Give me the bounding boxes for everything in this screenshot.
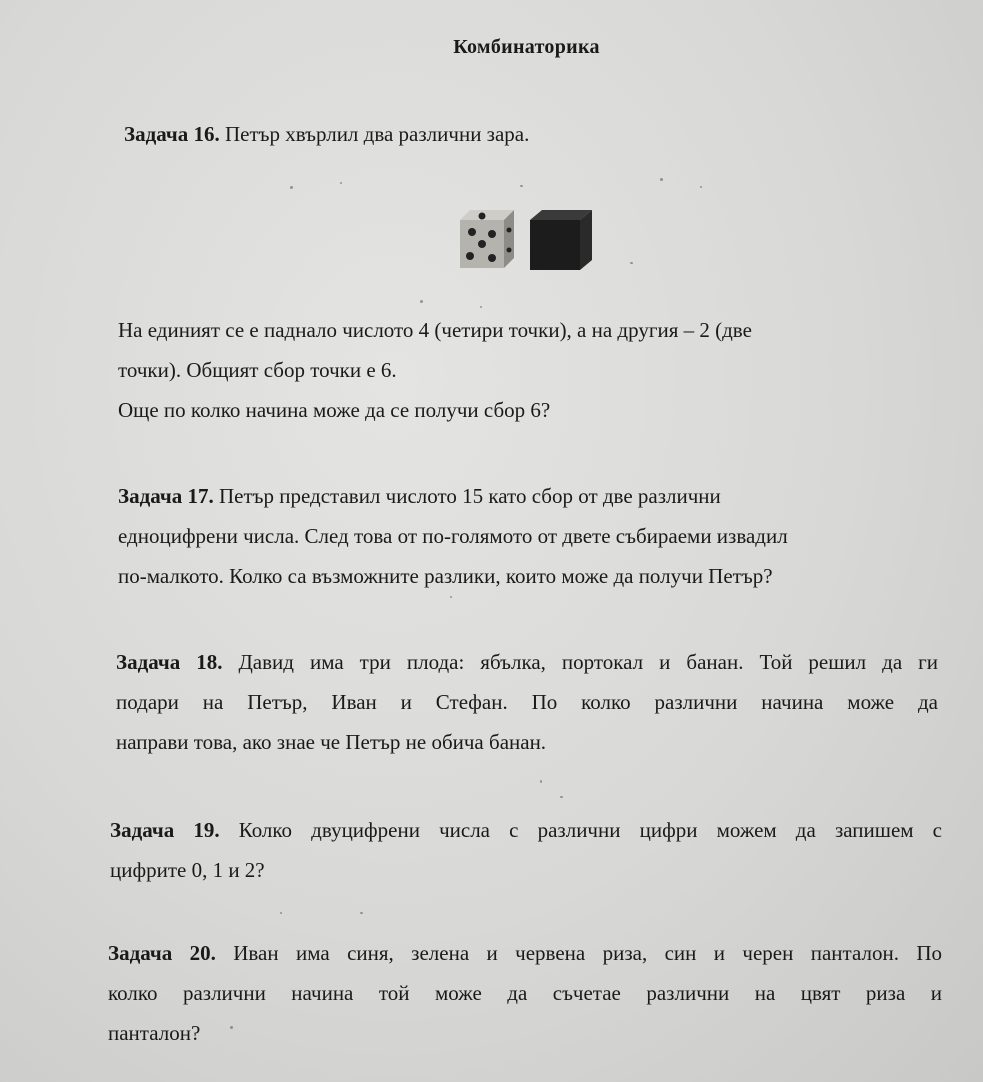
task-16-continuation [118, 310, 838, 430]
two-dice-icon [454, 206, 604, 272]
task-text-line: колко различни начина той може да съчетае различни на цвят риза и [108, 981, 942, 1005]
task-20 [108, 933, 942, 1053]
task-text-line: направи това, ако знае че Петър не обича банан. [116, 730, 547, 754]
photocopy-speck [360, 912, 363, 914]
task-text-line: На единият се е паднало числото 4 (четири точки), а на другия – 2 (две [118, 318, 752, 342]
task-text-line: панталон? [108, 1021, 201, 1045]
task-18 [116, 642, 938, 762]
task-text-line: Петър хвърлил два различни зара. [224, 122, 530, 146]
photocopy-speck [280, 912, 282, 914]
task-text-line: цифрите 0, 1 и 2? [110, 858, 265, 882]
photocopy-speck [450, 596, 452, 598]
task-label: Задача 20. [108, 941, 216, 965]
photocopy-speck [480, 306, 482, 308]
photocopy-speck [230, 1026, 233, 1029]
photocopy-speck [700, 186, 702, 188]
task-text-line: Петър представил числото 15 като сбор от две различни [218, 484, 721, 508]
photocopy-speck [340, 182, 342, 184]
task-text-line: Колко двуцифрени числа с различни цифри можем да запишем с [238, 818, 943, 842]
photocopy-speck [520, 185, 523, 187]
task-16 [124, 114, 884, 154]
photocopy-speck [540, 780, 542, 783]
task-label: Задача 18. [116, 650, 223, 674]
task-label: Задача 17. [118, 484, 214, 508]
task-text-line: едноцифрени числа. След това от по-голямото от двете събираеми извадил [118, 524, 788, 548]
task-text-line: Иван има синя, зелена и червена риза, син и черен панталон. По [233, 941, 943, 965]
photocopy-speck [420, 300, 423, 303]
task-text-line: по-малкото. Колко са възможните разлики, които може да получи Петър? [118, 564, 773, 588]
page-title: Комбинаторика [453, 36, 600, 58]
task-text-line: Още по колко начина може да се получи сбор 6? [118, 398, 551, 422]
photocopy-speck [630, 262, 633, 264]
task-text-line: Давид има три плода: ябълка, портокал и банан. Той решил да ги [238, 650, 939, 674]
task-17 [118, 476, 918, 596]
task-label: Задача 16. [124, 122, 220, 146]
photocopy-speck [660, 178, 663, 181]
photocopy-speck [290, 186, 293, 189]
task-label: Задача 19. [110, 818, 220, 842]
photocopy-speck [560, 796, 563, 798]
task-19 [110, 810, 942, 890]
task-text-line: подари на Петър, Иван и Стефан. По колко различни начина може да [116, 690, 938, 714]
task-text-line: точки). Общият сбор точки е 6. [118, 358, 397, 382]
